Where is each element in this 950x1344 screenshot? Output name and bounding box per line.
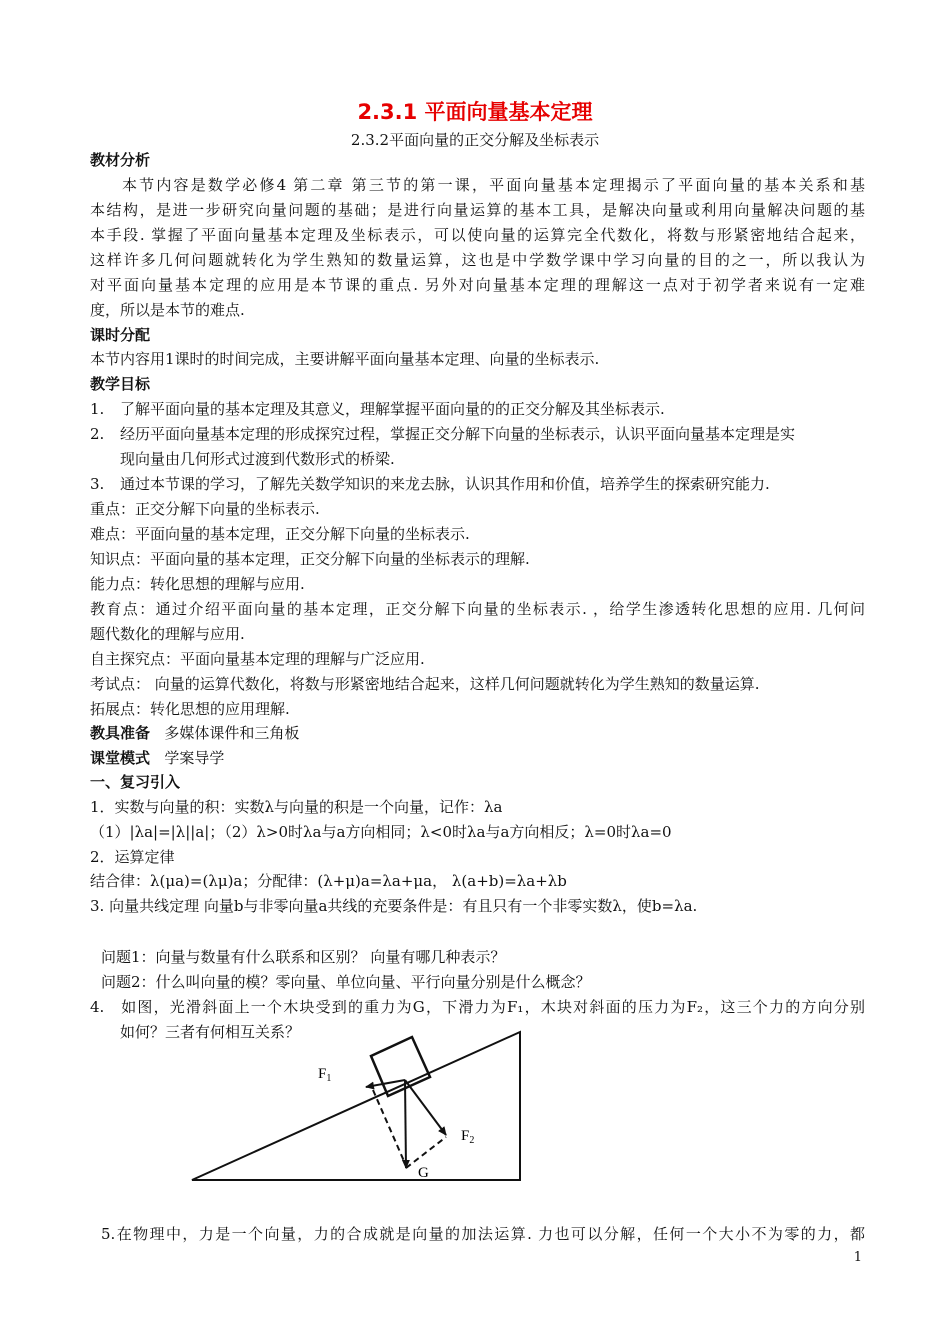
label-f1: $F_1$	[318, 1066, 332, 1084]
analysis-line: 本结构，是进一步研究向量问题的基础；是进行向量运算的基本工具，是解决向量或利用向量解决问题的基	[90, 201, 865, 219]
point-self-study: 自主探究点：平面向量基本定理的理解与广泛应用.	[90, 650, 425, 668]
goal-item	[90, 422, 865, 446]
question-1: 问题1：向量与数量有什么联系和区别？ 向量有哪几种表示？	[101, 948, 506, 966]
point-education-cont: 题代数化的理解与应用.	[90, 625, 245, 643]
gravity-arrow	[405, 1080, 406, 1168]
point-key: 重点：正交分解下向量的坐标表示.	[90, 500, 320, 518]
review-item-2-detail: 结合律：λ(μa)=(λμ)a；分配律：(λ+μ)a=λa+μa， λ(a+b)=λa+λb	[90, 872, 567, 890]
question-2: 问题2：什么叫向量的模？零向量、单位向量、平行向量分别是什么概念？	[101, 973, 591, 991]
analysis-line: 度，所以是本节的难点.	[90, 301, 245, 319]
goal-text: 通过本节课的学习，了解先关数学知识的来龙去脉，认识其作用和价值，培养学生的探索研究能力.	[120, 475, 770, 493]
dashed-line	[406, 1137, 446, 1168]
review-item-4-cont: 如何？三者有何相互关系？	[120, 1023, 301, 1041]
point-education: 教育点：通过介绍平面向量的基本定理，正交分解下向量的坐标表示. ，给学生渗透转化思想的应用. 几何问	[90, 600, 865, 618]
heading-goals: 教学目标	[90, 375, 151, 393]
goal-item	[90, 397, 865, 421]
goal-number: 2.	[90, 425, 105, 443]
hours-text: 本节内容用1课时的时间完成，主要讲解平面向量基本定理、向量的坐标表示.	[90, 350, 600, 368]
wooden-block	[371, 1037, 430, 1096]
page-title: 2.3.1 平面向量基本定理	[357, 100, 593, 124]
review-item-1: 1．实数与向量的积：实数λ与向量的积是一个向量，记作：λa	[90, 798, 503, 816]
goal-text: 经历平面向量基本定理的形成探究过程，掌握正交分解下向量的坐标表示，认识平面向量基本定理是实	[120, 425, 796, 443]
incline-force-diagram	[180, 1020, 540, 1190]
point-exam: 考试点： 向量的运算代数化，将数与形紧密地结合起来，这样几何问题就转化为学生熟知的数量运算.	[90, 675, 760, 693]
point-ability: 能力点：转化思想的理解与应用.	[90, 575, 305, 593]
review-item-3: 3. 向量共线定理 向量b与非零向量a共线的充要条件是：有且只有一个非零实数λ，使b=λa.	[90, 897, 698, 915]
tools-text: 多媒体课件和三角板	[164, 724, 300, 742]
page-number: 1	[853, 1250, 862, 1265]
goal-item	[90, 472, 865, 496]
incline-triangle	[192, 1032, 520, 1180]
label-g: G	[418, 1165, 429, 1181]
goal-text-cont: 现向量由几何形式过渡到代数形式的桥梁.	[120, 450, 395, 468]
heading-tools: 教具准备	[90, 724, 151, 742]
f2-arrow	[405, 1080, 446, 1135]
goal-text: 了解平面向量的基本定理及其意义，理解掌握平面向量的的正交分解及其坐标表示.	[120, 400, 665, 418]
mode-line	[90, 746, 865, 770]
review-item-5: 5.在物理中，力是一个向量，力的合成就是向量的加法运算. 力也可以分解，任何一个大小不为零的力，都	[101, 1225, 865, 1243]
review-item-1-detail: （1）|λa|=|λ||a|；（2）λ>0时λa与a方向相同；λ<0时λa与a方向相反；λ=0时λa=0	[90, 823, 672, 841]
heading-analysis: 教材分析	[90, 151, 151, 169]
review-item-2: 2．运算定律	[90, 848, 175, 866]
heading-review: 一、复习引入	[90, 773, 181, 791]
heading-mode: 课堂模式	[90, 749, 151, 767]
label-f2: $F_2$	[461, 1128, 475, 1146]
analysis-line: 这样许多几何问题就转化为学生熟知的数量运算，这也是中学数学课中学习向量的目的之一，所以我认为	[90, 251, 865, 269]
dashed-line	[373, 1090, 407, 1168]
mode-text: 学案导学	[164, 749, 225, 767]
heading-hours: 课时分配	[90, 326, 151, 344]
analysis-line: 本手段. 掌握了平面向量基本定理及坐标表示，可以使向量的运算完全代数化，将数与形紧密地结合起来，	[90, 226, 865, 244]
point-extension: 拓展点：转化思想的应用理解.	[90, 700, 290, 718]
item4-text: 如图，光滑斜面上一个木块受到的重力为G，下滑力为F₁，木块对斜面的压力为F₂，这三个力的方向分别	[120, 998, 865, 1016]
analysis-line: 对平面向量基本定理的应用是本节课的重点. 另外对向量基本定理的理解这一点对于初学者来说有一定难	[90, 276, 865, 294]
tools-line	[90, 721, 865, 745]
page-subtitle: 2.3.2平面向量的正交分解及坐标表示	[350, 131, 600, 149]
review-item-4	[90, 995, 865, 1019]
analysis-line: 本节内容是数学必修4 第二章 第三节的第一课，平面向量基本定理揭示了平面向量的基本关系和基	[122, 176, 865, 194]
point-difficulty: 难点：平面向量的基本定理，正交分解下向量的坐标表示.	[90, 525, 470, 543]
goal-number: 3.	[90, 475, 105, 493]
goal-number: 1.	[90, 400, 105, 418]
point-knowledge: 知识点：平面向量的基本定理，正交分解下向量的坐标表示的理解.	[90, 550, 530, 568]
item4-number: 4.	[90, 998, 105, 1016]
